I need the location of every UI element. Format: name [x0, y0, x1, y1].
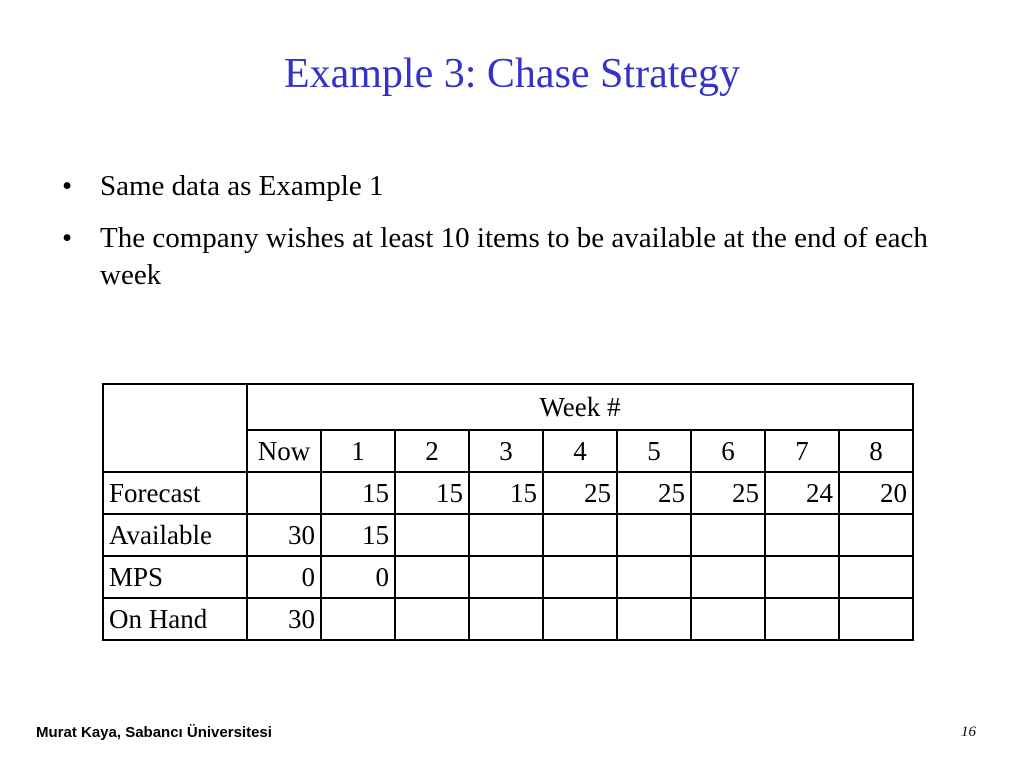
table-cell: 20 [839, 472, 913, 514]
table-row-on-hand [103, 598, 913, 640]
mps-table [102, 383, 914, 641]
column-header: 8 [839, 430, 913, 472]
table-cell [839, 598, 913, 640]
column-header: 6 [691, 430, 765, 472]
slide-title: Example 3: Chase Strategy [283, 51, 741, 97]
table-cell: 25 [691, 472, 765, 514]
row-label: Forecast [103, 472, 247, 514]
table-cell: 15 [395, 472, 469, 514]
table-cell [691, 514, 765, 556]
column-header: 1 [321, 430, 395, 472]
bullet-item [62, 168, 942, 205]
table-cell [543, 556, 617, 598]
table-cell: 30 [247, 598, 321, 640]
table-cell [765, 556, 839, 598]
table-cell: 15 [469, 472, 543, 514]
table-cell [765, 514, 839, 556]
table-cell [469, 598, 543, 640]
table-corner-cell [103, 384, 247, 472]
footer-author: Murat Kaya, Sabancı Üniversitesi [36, 724, 272, 741]
page-number: 16 [961, 724, 976, 740]
table-cell: 25 [617, 472, 691, 514]
column-header: 5 [617, 430, 691, 472]
table-cell: 30 [247, 514, 321, 556]
table-cell [247, 472, 321, 514]
table-cell [543, 598, 617, 640]
table-cell [617, 598, 691, 640]
column-header: 4 [543, 430, 617, 472]
table-row-forecast [103, 472, 913, 514]
table-row-mps [103, 556, 913, 598]
table-cell [395, 556, 469, 598]
table-cell [395, 514, 469, 556]
table-cell [543, 514, 617, 556]
table-cell: 0 [321, 556, 395, 598]
bullet-dot-icon: • [62, 222, 73, 254]
table-header-row-week [103, 384, 913, 430]
bullet-text: The company wishes at least 10 items to be available at the end of each week [100, 222, 928, 291]
column-header: 7 [765, 430, 839, 472]
table-cell [617, 556, 691, 598]
table-cell [469, 514, 543, 556]
bullet-list [62, 168, 942, 309]
table-cell [765, 598, 839, 640]
row-label: On Hand [103, 598, 247, 640]
column-header: 2 [395, 430, 469, 472]
row-label: Available [103, 514, 247, 556]
table-cell: 15 [321, 472, 395, 514]
table-cell [691, 598, 765, 640]
column-header: 3 [469, 430, 543, 472]
bullet-text: Same data as Example 1 [100, 170, 384, 202]
table-cell [469, 556, 543, 598]
table-cell: 15 [321, 514, 395, 556]
table-cell [617, 514, 691, 556]
table-cell: 0 [247, 556, 321, 598]
bullet-dot-icon: • [62, 170, 73, 202]
column-header: Now [247, 430, 321, 472]
table-cell [839, 556, 913, 598]
table-row-available [103, 514, 913, 556]
table-cell: 24 [765, 472, 839, 514]
week-header: Week # [247, 384, 913, 430]
table-cell [321, 598, 395, 640]
bullet-item [62, 220, 942, 294]
table-cell [395, 598, 469, 640]
row-label: MPS [103, 556, 247, 598]
table-cell [691, 556, 765, 598]
table-cell [839, 514, 913, 556]
table-cell: 25 [543, 472, 617, 514]
